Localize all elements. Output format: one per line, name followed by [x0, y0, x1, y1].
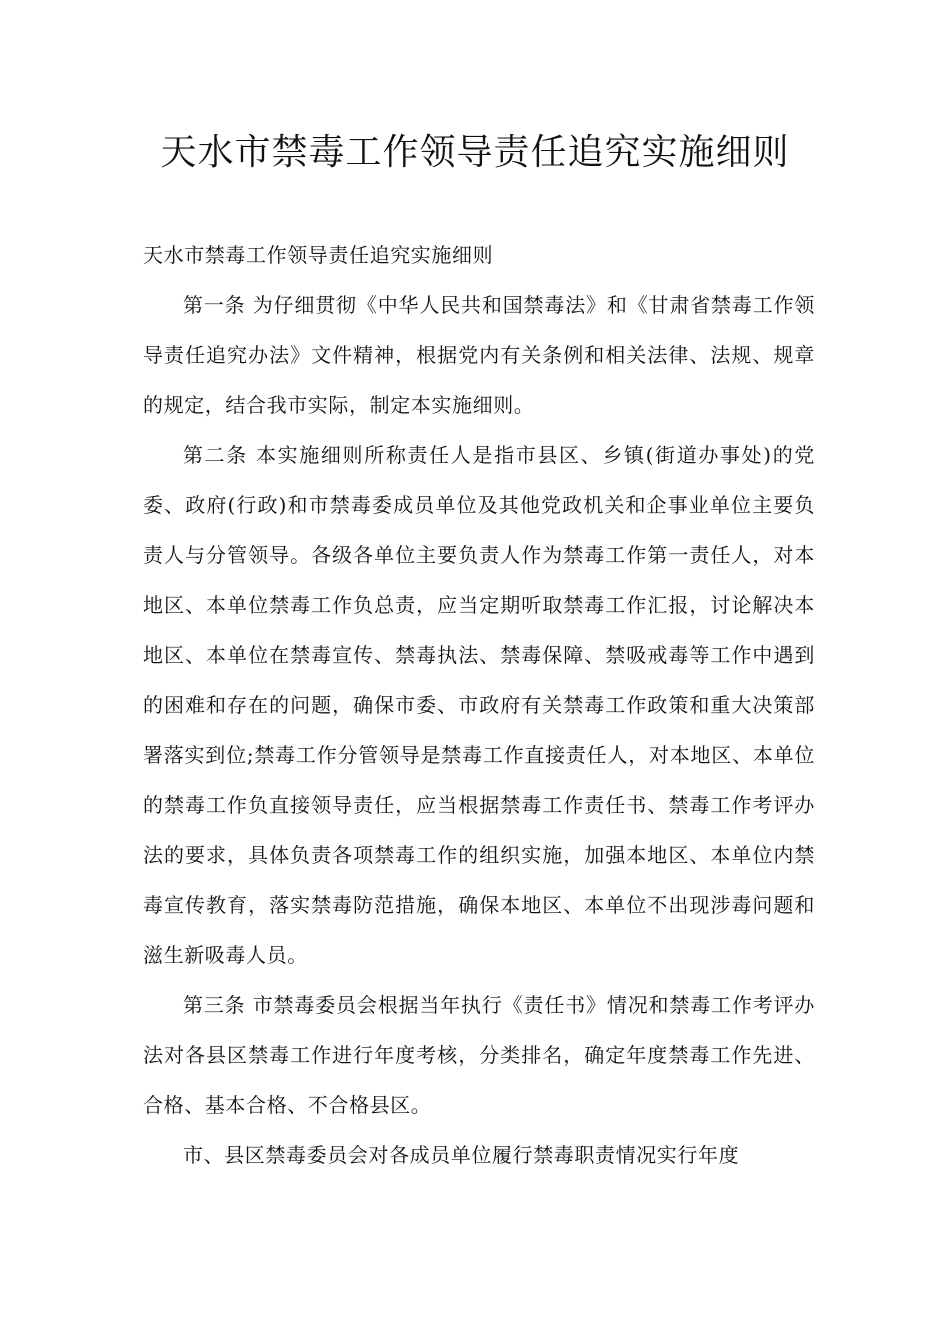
- document-title: 天水市禁毒工作领导责任追究实施细则: [160, 132, 790, 173]
- paragraph-article-3-continued: 市、县区禁毒委员会对各成员单位履行禁毒职责情况实行年度: [183, 1143, 740, 1167]
- paragraph-article-2: 第二条 本实施细则所称责任人是指市县区、乡镇(街道办事处)的党委、政府(行政)和市禁毒委成员单位及其他党政机关和企事业单位主要负责人与分管领导。各级各单位主要负责人作为禁毒工作第一责任人，对本地区、本单位禁毒工作负总责，应当定期听取禁毒工作汇报，讨论解决本地区、本单位在禁毒宣传、禁毒执法、禁毒保障、禁吸戒毒等工作中遇到的困难和存在的问题，确保市委、市政府有关禁毒工作政策和重大决策部署落实到位;禁毒工作分管领导是禁毒工作直接责任人，对本地区、本单位的禁毒工作负直接领导责任，应当根据禁毒工作责任书、禁毒工作考评办法的要求，具体负责各项禁毒工作的组织实施，加强本地区、本单位内禁毒宣传教育，落实禁毒防范措施，确保本地区、本单位不出现涉毒问题和滋生新吸毒人员。: [143, 443, 815, 967]
- paragraph-article-1: 第一条 为仔细贯彻《中华人民共和国禁毒法》和《甘肃省禁毒工作领导责任追究办法》文件精神，根据党内有关条例和相关法律、法规、规章的规定，结合我市实际，制定本实施细则。: [143, 293, 815, 417]
- paragraph-article-3: 第三条 市禁毒委员会根据当年执行《责任书》情况和禁毒工作考评办法对各县区禁毒工作进行年度考核，分类排名，确定年度禁毒工作先进、合格、基本合格、不合格县区。: [143, 993, 815, 1117]
- document-subtitle: 天水市禁毒工作领导责任追究实施细则: [143, 243, 494, 267]
- document-body: [143, 230, 815, 1180]
